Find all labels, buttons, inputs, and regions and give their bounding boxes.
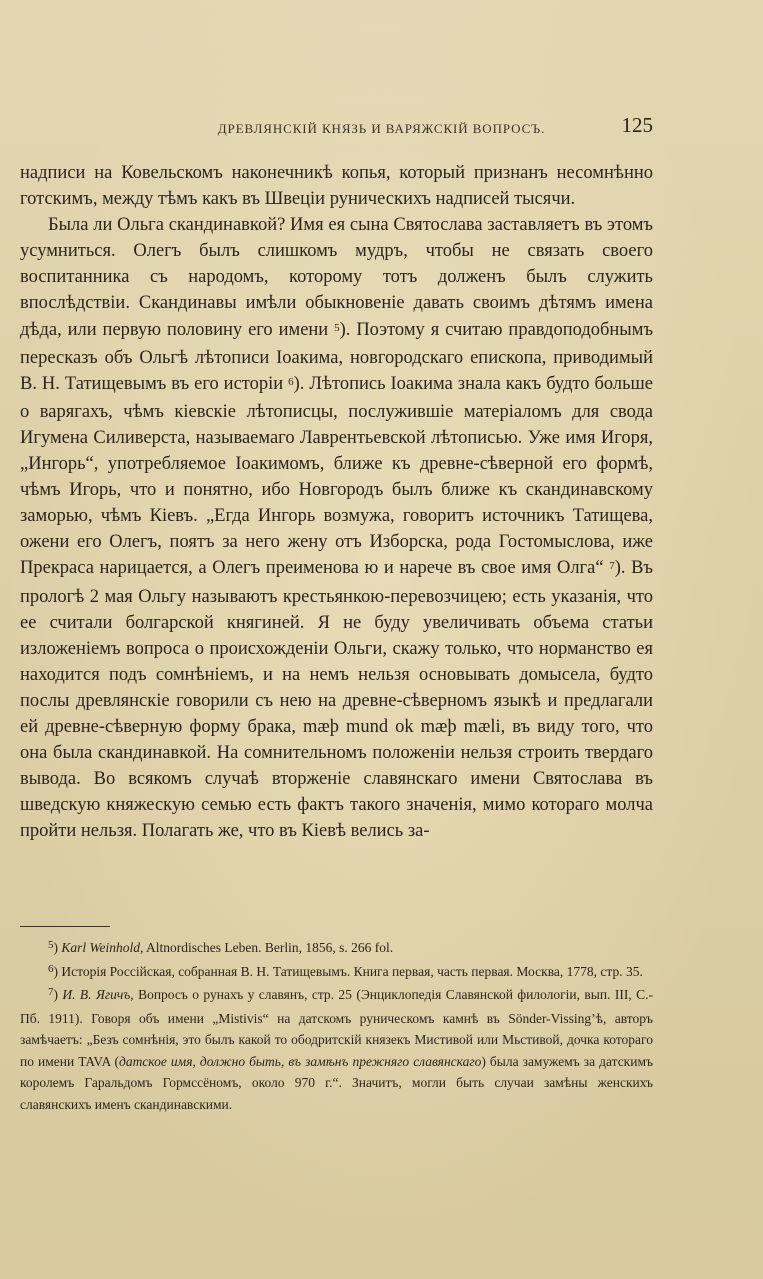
footnote-7-text-a: , Вопросъ о рунахъ у славянъ, стр. 25 (Энциклопедія Славянской филологіи, вып. III, С.-Пб. 1911). Говоря объ имени „Mistivis“ на датскомъ руническомъ камнѣ въ Sönder-Vissing’ѣ, авторъ замѣчаетъ: „Безъ сомнѣнія, это былъ какой то ободритскій князекъ Мистивой или Мьстивой, дочка котораго по имени TAVA ( <box>20 987 653 1069</box>
footnote-ref-5: 5 <box>334 321 340 334</box>
paragraph-2-part-a: Была ли Ольга скандинавкой? Имя ея сына Святослава заставляетъ въ этомъ усумниться. Олегъ былъ слишкомъ мудръ, чтобы не связать своего воспитанника съ народомъ, которому тотъ долженъ былъ служить впослѣдствіи. Скандинавы имѣли обыкновеніе давать своимъ дѣтямъ имена дѣда, или первую половину его имени <box>20 215 653 340</box>
paragraph-2 <box>20 212 653 844</box>
running-head <box>0 113 763 143</box>
footnote-5: $^5$) Karl Weinhold, Altnordisches Leben. Berlin, 1856, s. 266 fol. <box>48 939 394 955</box>
paragraph-2-part-d: ). Въ прологѣ 2 мая Ольгу называютъ крестьянкою-перевозчицею; есть указанія, что ее считали болгарской княгиней. Я не буду увеличивать объема статьи изложеніемъ вопроса о происхожденіи Ольги, скажу только, что норманство ея находится подъ сомнѣніемъ, и на немъ нельзя основывать домысела, будто послы древлянскіе говорили съ нею на древне-сѣверномъ языкѣ и предлагали ей древне-сѣверную форму брака, mæþ mund ok mæþ mæli, въ виду того, что она была скандинавкой. На сомнительномъ положеніи нельзя строить твердаго вывода. Во всякомъ случаѣ вторженіе славянскаго имени Святослава въ шведскую княжескую семью есть фактъ такого значенія, мимо котораго молча пройти нельзя. Полагать же, что въ Кіевѣ велись за- <box>20 558 653 842</box>
footnote-5-author: Karl Weinhold <box>61 940 141 955</box>
footnote-5-text: , Altnordisches Leben. Berlin, 1856, s. 266 fol. <box>140 940 394 955</box>
footnote-ref-6: 6 <box>288 375 294 388</box>
paragraph-1: надписи на Ковельскомъ наконечникѣ копья, который признанъ несомнѣнно готскимъ, между тѣмъ какъ въ Швеціи руническихъ надписей тысячи. <box>20 163 653 210</box>
paragraph-2-part-c: ). Лѣтопись Іоакима знала какъ будто больше о варягахъ, чѣмъ кіевскіе лѣтописцы, послужившіе матеріаломъ для свода Игумена Силиверста, называемаго Лаврентьевской лѣтописью. Уже имя Игоря, „Ингорь“, употребляемое Іоакимомъ, ближе къ древне-сѣверной его формѣ, чѣмъ Игорь, что и понятно, ибо Новгородъ былъ ближе къ скандинавскому заморью, чѣмъ Кіевъ. „Егда Ингорь возмужа, говоритъ источникъ Татищева, ожени его Олегъ, поятъ за него жену отъ Изборска, рода Гостомыслова, иже Прекраса нарицается, а Олегъ преименова ю и нарече въ свое имя Олга“ <box>20 373 654 579</box>
footnote-7: $^7$) И. В. Ягичъ, Вопросъ о рунахъ у славянъ, стр. 25 (Энциклопедія Славянской филологіи, вып. III, С.-Пб. 1911). Говоря объ имени „Mistivis“ на датскомъ руническомъ камнѣ въ Sönder-Vissing’ѣ, авторъ замѣчаетъ: „Безъ сомнѣнія, это былъ какой то ободритскій князекъ Мистивой или Мьстивой, дочка котораго по имени TAVA (датское имя, должно быть, въ замѣнъ прежняго славянскаго) была замужемъ за датскимъ королемъ Гаральдомъ Гормссёномъ, около 970 г.“. Значитъ, могли быть случаи замѣны женскихъ славянскихъ именъ скандинавскими. <box>20 986 653 1112</box>
footnotes <box>20 937 653 1115</box>
footnote-6-mark: 6 <box>48 962 54 975</box>
footnote-7-italic: датское имя, должно быть, въ замѣнъ прежняго славянскаго <box>118 1053 482 1069</box>
page-number: 125 <box>621 113 653 137</box>
footnote-5-mark: 5 <box>48 939 54 951</box>
footnote-7-text-b: ) была замужемъ за датскимъ королемъ Гаральдомъ Гормссёномъ, около 970 г.“. Значитъ, могли быть случаи замѣны женскихъ славянскихъ именъ скандинавскими. <box>20 1053 653 1112</box>
footnote-7-mark: 7 <box>48 986 54 998</box>
paragraph-2-part-b: ). Поэтому я считаю правдоподобнымъ пересказъ объ Ольгѣ лѣтописи Іоакима, новгородскаго епископа, приводимый В. Н. Татищевымъ въ его исторіи <box>20 319 654 394</box>
footnote-ref-7: 7 <box>609 560 615 573</box>
footnote-6: $^6$) Исторія Россійская, собранная В. Н. Татищевымъ. Книга первая, часть первая. Москва, 1778, стр. 35. <box>48 962 643 979</box>
footnote-7-author: И. В. Ягичъ <box>62 987 131 1002</box>
body-text <box>20 160 653 844</box>
footnote-6-text: Исторія Россійская, собранная В. Н. Татищевымъ. Книга первая, часть первая. Москва, 1778, стр. 35. <box>61 963 643 979</box>
running-title: ДРЕВЛЯНСКІЙ КНЯЗЬ И ВАРЯЖСКІЙ ВОПРОСЪ. <box>217 121 546 136</box>
footnote-rule <box>20 926 110 927</box>
